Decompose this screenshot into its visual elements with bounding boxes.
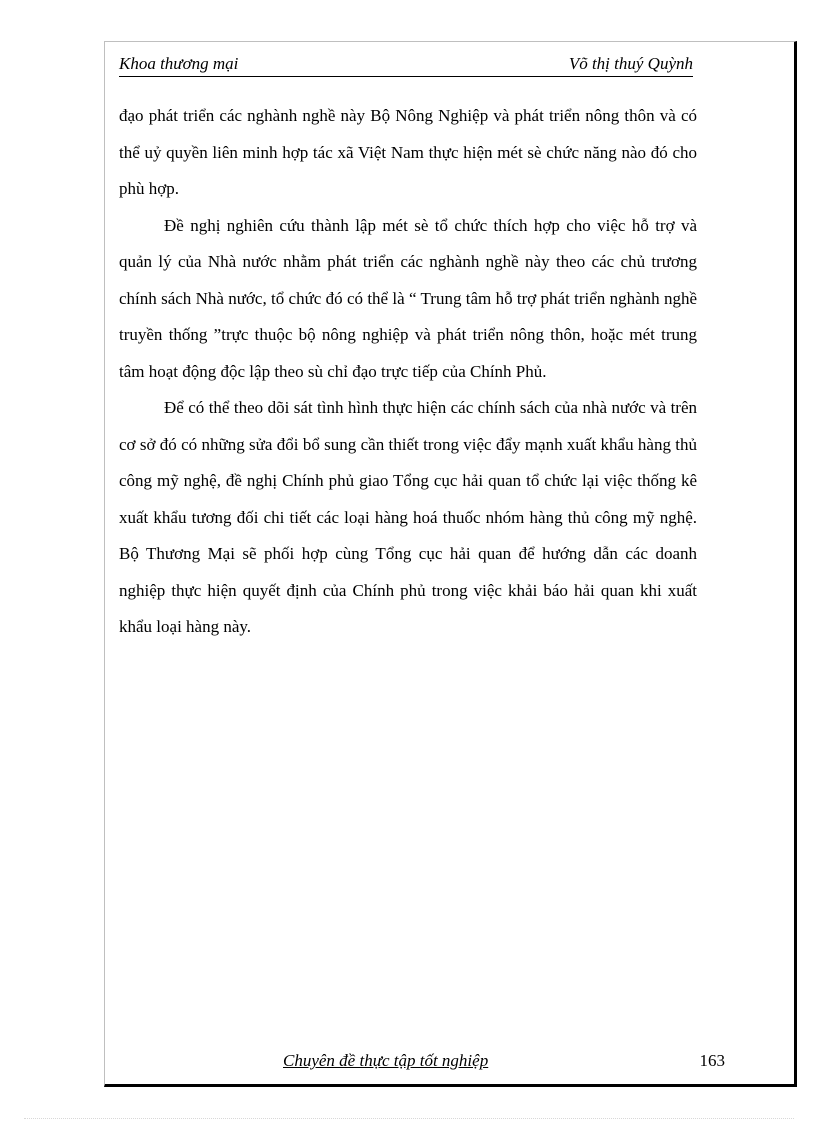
paragraph-1: đạo phát triển các nghành nghề này Bộ Nông Nghiệp và phát triển nông thôn và có thể uỷ quyền liên minh hợp tác xã Việt Nam thực hiện mét sè chức năng nào đó cho phù hợp. bbox=[119, 106, 697, 198]
body-text bbox=[119, 98, 697, 646]
page-number: 163 bbox=[699, 1051, 725, 1070]
page-header bbox=[119, 52, 693, 77]
page-footer bbox=[119, 1049, 725, 1073]
header-faculty: Khoa thương mại bbox=[119, 54, 239, 73]
bottom-divider bbox=[24, 1118, 794, 1119]
footer-title: Chuyên đề thực tập tốt nghiệp bbox=[283, 1051, 489, 1070]
paragraph-3: Để có thể theo dõi sát tình hình thực hiện các chính sách của nhà nước và trên cơ sở đó có những sửa đổi bổ sung cần thiết trong việc đẩy mạnh xuất khẩu hàng thủ công mỹ nghệ, đề nghị Chính phủ giao Tổng cục hải quan tổ chức lại việc thống kê xuất khẩu tương đối chi tiết các loại hàng hoá thuốc nhóm hàng thủ công mỹ nghệ. Bộ Thương Mại sẽ phối hợp cùng Tổng cục hải quan để hướng dẫn các doanh nghiệp thực hiện quyết định của Chính phủ trong việc khải báo hải quan khi xuất khẩu loại hàng này. bbox=[119, 398, 697, 636]
paragraph-2: Đề nghị nghiên cứu thành lập mét sè tổ chức thích hợp cho việc hỗ trợ và quản lý của Nhà nước nhằm phát triển các nghành nghề này theo các chủ trương chính sách Nhà nước, tổ chức đó có thể là “ Trung tâm hỗ trợ phát triển nghành nghề truyền thống ”trực thuộc bộ nông nghiệp và phát triển nông thôn, hoặc mét trung tâm hoạt động độc lập theo sù chỉ đạo trực tiếp của Chính Phủ. bbox=[119, 215, 697, 381]
header-author: Võ thị thuý Quỳnh bbox=[568, 54, 693, 73]
